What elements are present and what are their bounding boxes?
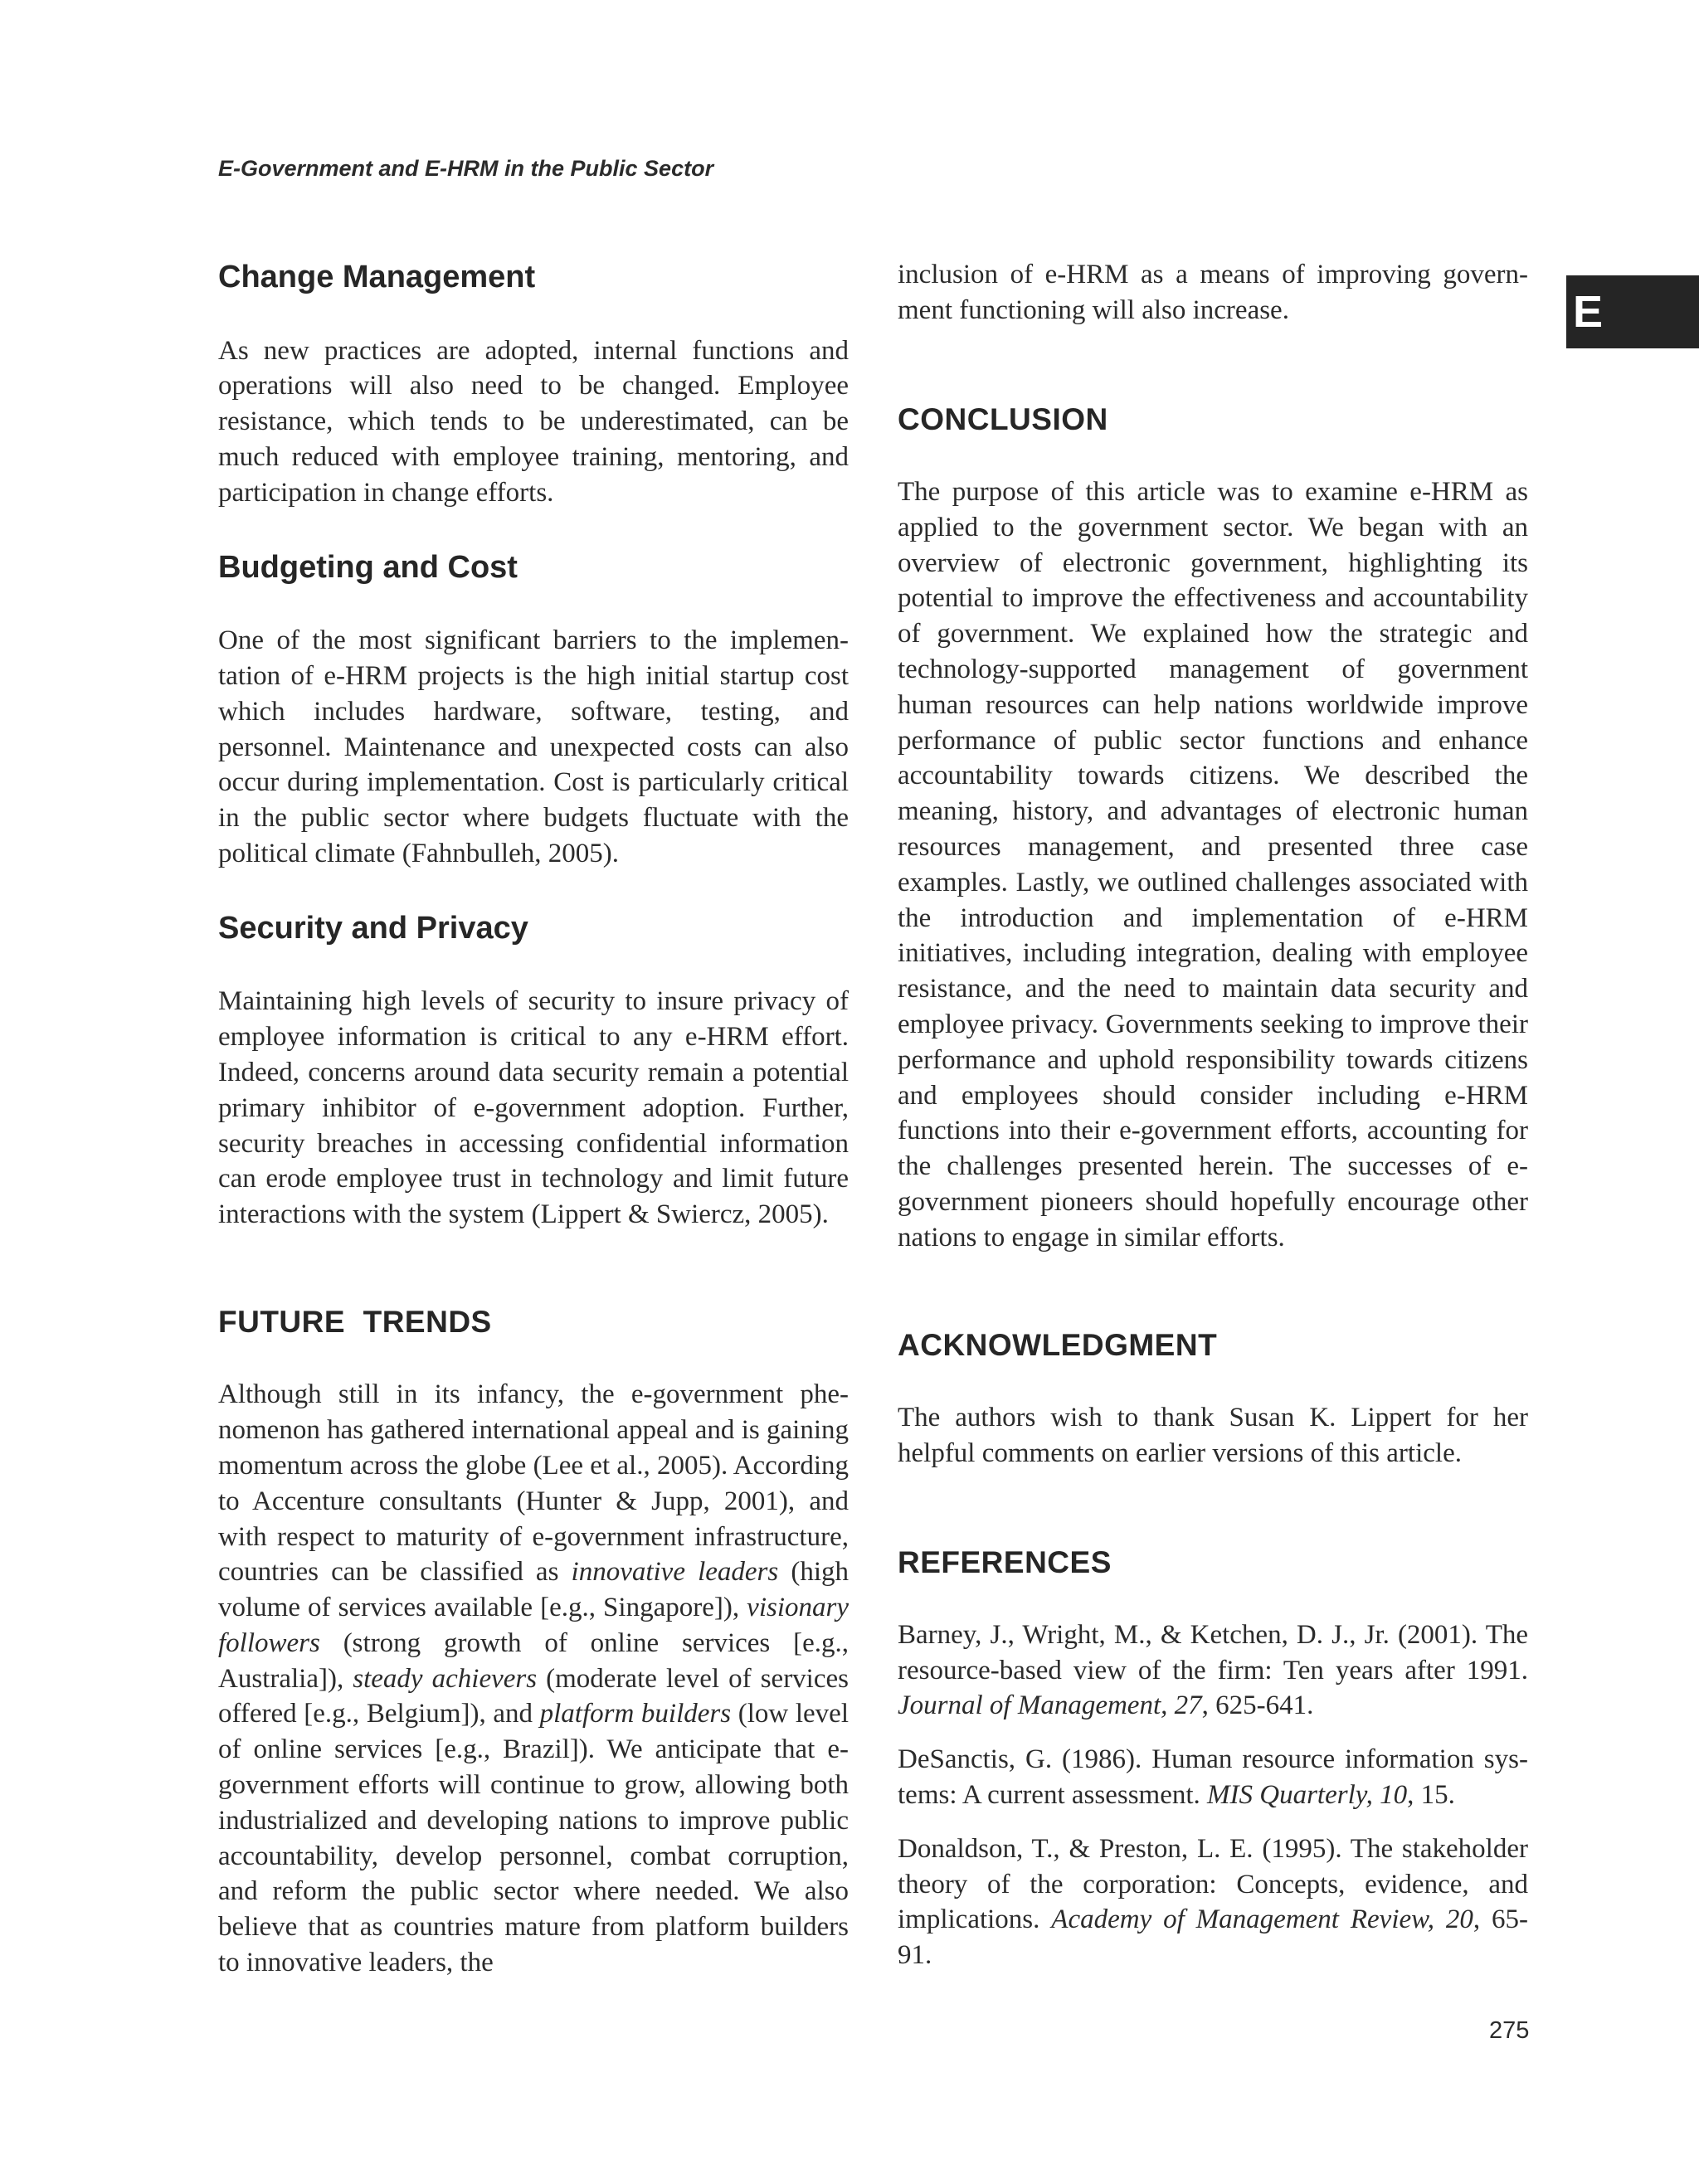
reference-text: Barney, J., Wright, M., & Ketchen, D. J., Jr. (2001). The resource-based view of the firm: Ten years after 1991. (898, 1619, 1528, 1685)
heading-future-trends: FUTURE TRENDS (218, 1304, 492, 1339)
reference-list (898, 1617, 1528, 1973)
term-innovative-leaders: innovative leaders (571, 1557, 779, 1588)
right-column (898, 257, 1528, 1992)
heading-references: REFERENCES (898, 1544, 1112, 1579)
reference-source: MIS Quarterly, 10 (1207, 1780, 1408, 1811)
reference-item (898, 1742, 1528, 1813)
reference-pages: , 65-91. (898, 1904, 1528, 1971)
reference-text: Donaldson, T., & Preston, L. E. (1995). The stakeholder theory of the corporation: Concepts, evidence, and implications. (898, 1833, 1528, 1935)
paragraph-conclusion: The purpose of this article was to examine e-HRM as applied to the government sector. We began with an overview of electronic government, highlighting its potential to improve the effectiveness and accountability of government. We explained how the strategic and technology-supported management of government human resources can help nations worldwide improve performance of public sector functions and enhance accountability towards citizens. We described the meaning, history, and advantages of electronic human resources management, and presented three case examples. Lastly, we outlined challenges associated with the introduction and implementation of e-HRM initiatives, including integration, dealing with employee resistance, and the need to maintain data security and employee privacy. Governments seeking to improve their performance and uphold responsibility towards citizens and employees should consider including e-HRM functions into their e-government efforts, accounting for the challenges presented herein. The successes of e-government pioneers should hopefully encourage other nations to engage in similar efforts. (898, 476, 1528, 1253)
heading-conclusion: CONCLUSION (898, 401, 1108, 436)
reference-pages: , 15. (1407, 1780, 1455, 1811)
reference-source: Academy of Management Review, 20 (1051, 1904, 1473, 1935)
paragraph-security-and-privacy: Maintaining high levels of security to insure privacy of employee information is critical to any e-HRM effort. Indeed, concerns around data security remain a potential primary inhibitor of e-government adoption. Further, security breaches in accessing confidential information can erode employee trust in technology and limit future interactions with the system (Lippert & Swiercz, 2005). (218, 986, 849, 1230)
page-number: 275 (1489, 2017, 1530, 2044)
paragraph-budgeting-and-cost: One of the most significant barriers to the implementation of e-HRM projects is the high initial startup cost which includes hardware, software, testing, and personnel. Maintenance and unexpected costs can also occur during implementation. Cost is particularly critical in the public sector where budgets fluctuate with the political climate (Fahnbulleh, 2005). (218, 625, 849, 868)
reference-source: Journal of Management, 27 (898, 1690, 1202, 1721)
reference-item (898, 1617, 1528, 1724)
paragraph-acknowledgment: The authors wish to thank Susan K. Lippert for her helpful comments on earlier versions of this article. (898, 1402, 1528, 1468)
future-trends-text-1: Although still in its infancy, the e-government phenomenon has gathered international appeal and is gaining momentum across the globe (Lee et al., 2005). According to Accenture consultants (Hunter & Jupp, 2001), and with respect to maturity of e-government infrastructure, countries can be classified as (218, 1379, 849, 1588)
future-trends-text-2: (high volume of services available [e.g., Singapore]), (218, 1557, 849, 1623)
future-trends-text-5: (low level of online services [e.g., Brazil]). We anticipate that e-government efforts will continue to grow, allowing both industrialized and developing nations to improve public accountability, develop personnel, combat corruption, and reform the public sector where needed. We also believe that as countries mature from platform builders to innovative leaders, the (218, 1699, 849, 1978)
future-trends-text-3: (strong growth of online services [e.g., Australia]), (218, 1627, 849, 1694)
left-column (218, 249, 849, 1981)
heading-budgeting-and-cost: Budgeting and Cost (218, 549, 518, 585)
future-trends-text-4: (moderate level of services offered [e.g., Belgium]), and (218, 1663, 849, 1729)
heading-change-management: Change Management (218, 260, 536, 294)
heading-security-and-privacy: Security and Privacy (218, 910, 528, 946)
paragraph-change-management: As new practices are adopted, internal functions and operations will also need to be changed. Employee resistance, which tends to be underestimated, can be much reduced with employee training, mentoring, and participation in change efforts. (218, 335, 849, 508)
paragraph-future-trends (218, 1377, 849, 1981)
reference-text: DeSanctis, G. (1986). Human resource information systems: A current assessment. (898, 1744, 1528, 1811)
term-steady-achievers: steady achievers (353, 1663, 538, 1694)
reference-pages: , 625-641. (1201, 1690, 1314, 1721)
term-platform-builders: platform builders (539, 1699, 732, 1729)
section-letter-tab: E (1566, 275, 1699, 348)
paragraph-continued: inclusion of e-HRM as a means of improving government functioning will also increase. (898, 260, 1528, 325)
heading-acknowledgment: ACKNOWLEDGMENT (898, 1327, 1218, 1362)
running-head: E-Government and E-HRM in the Public Sector (218, 156, 714, 181)
term-visionary-followers: visionary followers (218, 1593, 849, 1658)
reference-item (898, 1831, 1528, 1973)
